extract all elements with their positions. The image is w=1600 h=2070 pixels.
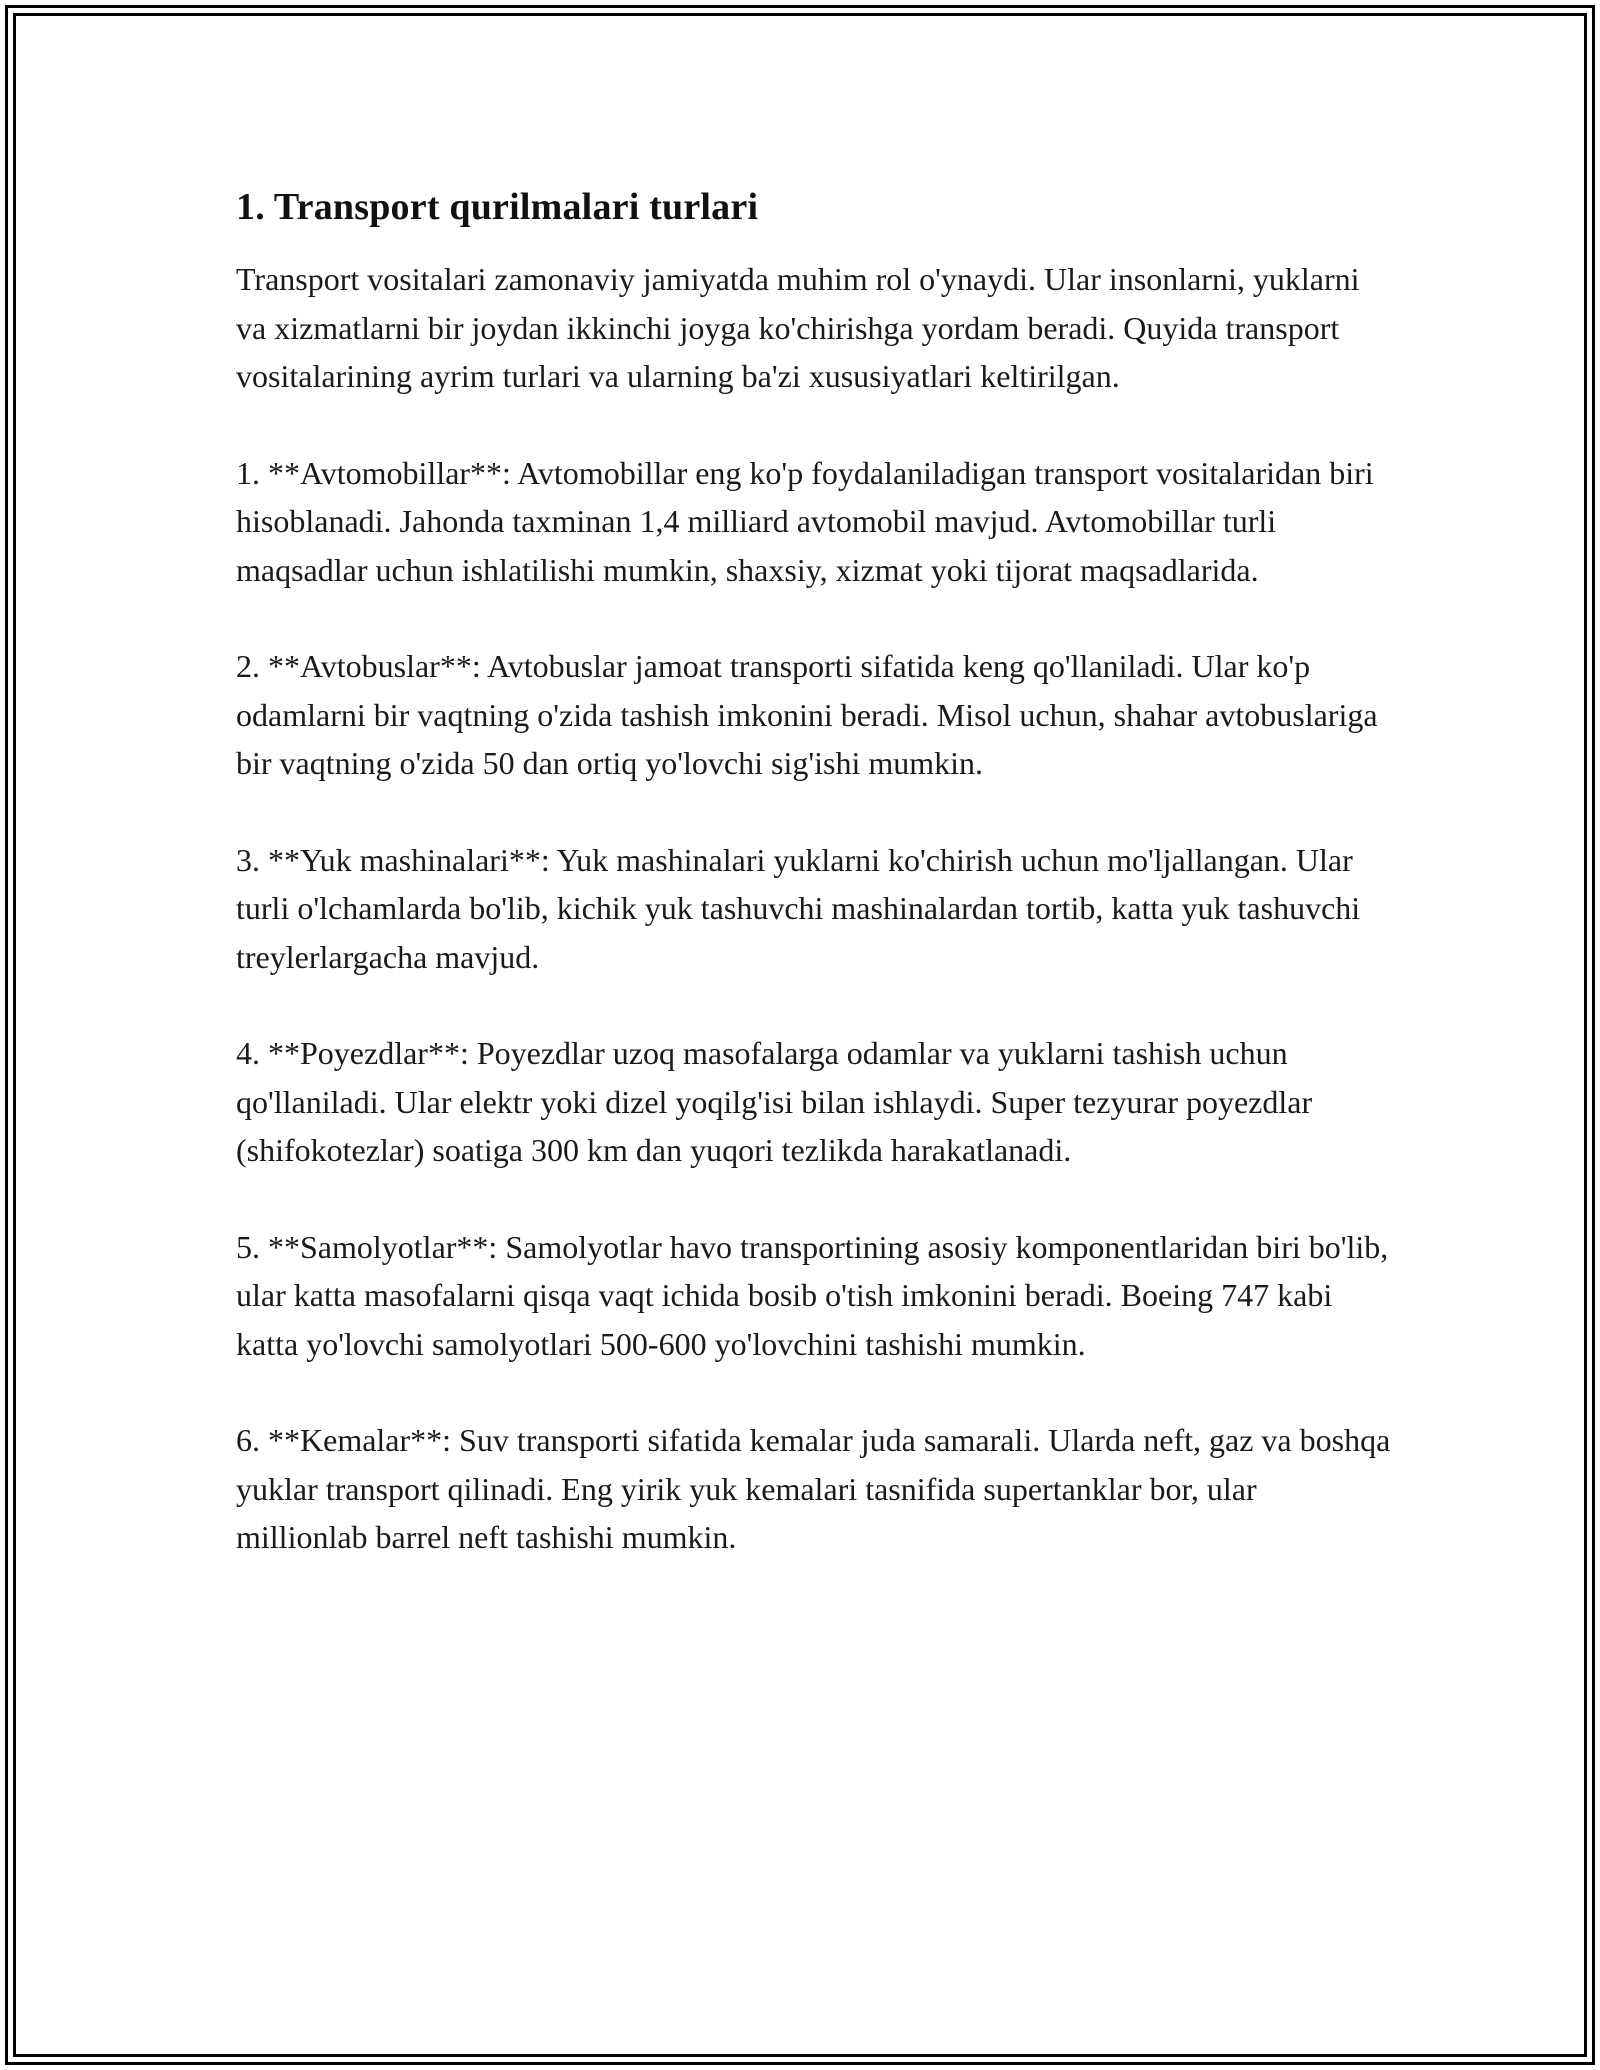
- paragraph-kemalar: 6. **Kemalar**: Suv transporti sifatida kemalar juda samarali. Ularda neft, gaz va boshqa yuklar transport qilinadi. Eng yirik yuk kemalari tasnifida supertanklar bor, ular millionlab barrel neft tashishi mumkin.: [236, 1422, 1391, 1555]
- intro-paragraph: Transport vositalari zamonaviy jamiyatda muhim rol o'ynaydi. Ular insonlarni, yuklarni va xizmatlarni bir joydan ikkinchi joyga ko'chirishga yordam beradi. Quyida transport vositalarining ayrim turlari va ularning ba'zi xususiyatlari keltirilgan.: [236, 261, 1360, 394]
- paragraph-yuk-mashinalari: 3. **Yuk mashinalari**: Yuk mashinalari yuklarni ko'chirish uchun mo'ljallangan. Ular turli o'lchamlarda bo'lib, kichik yuk tashuvchi mashinalardan tortib, katta yuk tashuvchi treylerlargacha mavjud.: [236, 841, 1361, 975]
- paragraph-avtobuslar: 2. **Avtobuslar**: Avtobuslar jamoat transporti sifatida keng qo'llaniladi. Ular ko'p odamlarni bir vaqtning o'zida tashish imkonini beradi. Misol uchun, shahar avtobuslariga bir vaqtning o'zida 50 dan ortiq yo'lovchi sig'ishi mumkin.: [236, 648, 1378, 781]
- paragraph-avtomobillar: 1. **Avtomobillar**: Avtomobillar eng ko'p foydalaniladigan transport vositalaridan biri hisoblanadi. Jahonda taxminan 1,4 milliard avtomobil mavjud. Avtomobillar turli maqsadlar uchun ishlatilishi mumkin, shaxsiy, xizmat yoki tijorat maqsadlarida.: [236, 454, 1374, 588]
- paragraph-poyezdlar: 4. **Poyezdlar**: Poyezdlar uzoq masofalarga odamlar va yuklarni tashish uchun qo'llaniladi. Ular elektr yoki dizel yoqilg'isi bilan ishlaydi. Super tezyurar poyezdlar (shifokotezlar) soatiga 300 km dan yuqori tezlikda harakatlanadi.: [236, 1035, 1313, 1168]
- document-body: [236, 185, 1396, 1610]
- section-heading: 1. Transport qurilmalari turlari: [236, 186, 759, 228]
- paragraph-samolyotlar: 5. **Samolyotlar**: Samolyotlar havo transportining asosiy komponentlaridan biri bo'lib, ular katta masofalarni qisqa vaqt ichida bosib o'tish imkonini beradi. Boeing 747 kabi katta yo'lovchi samolyotlari 500-600 yo'lovchini tashishi mumkin.: [236, 1228, 1389, 1362]
